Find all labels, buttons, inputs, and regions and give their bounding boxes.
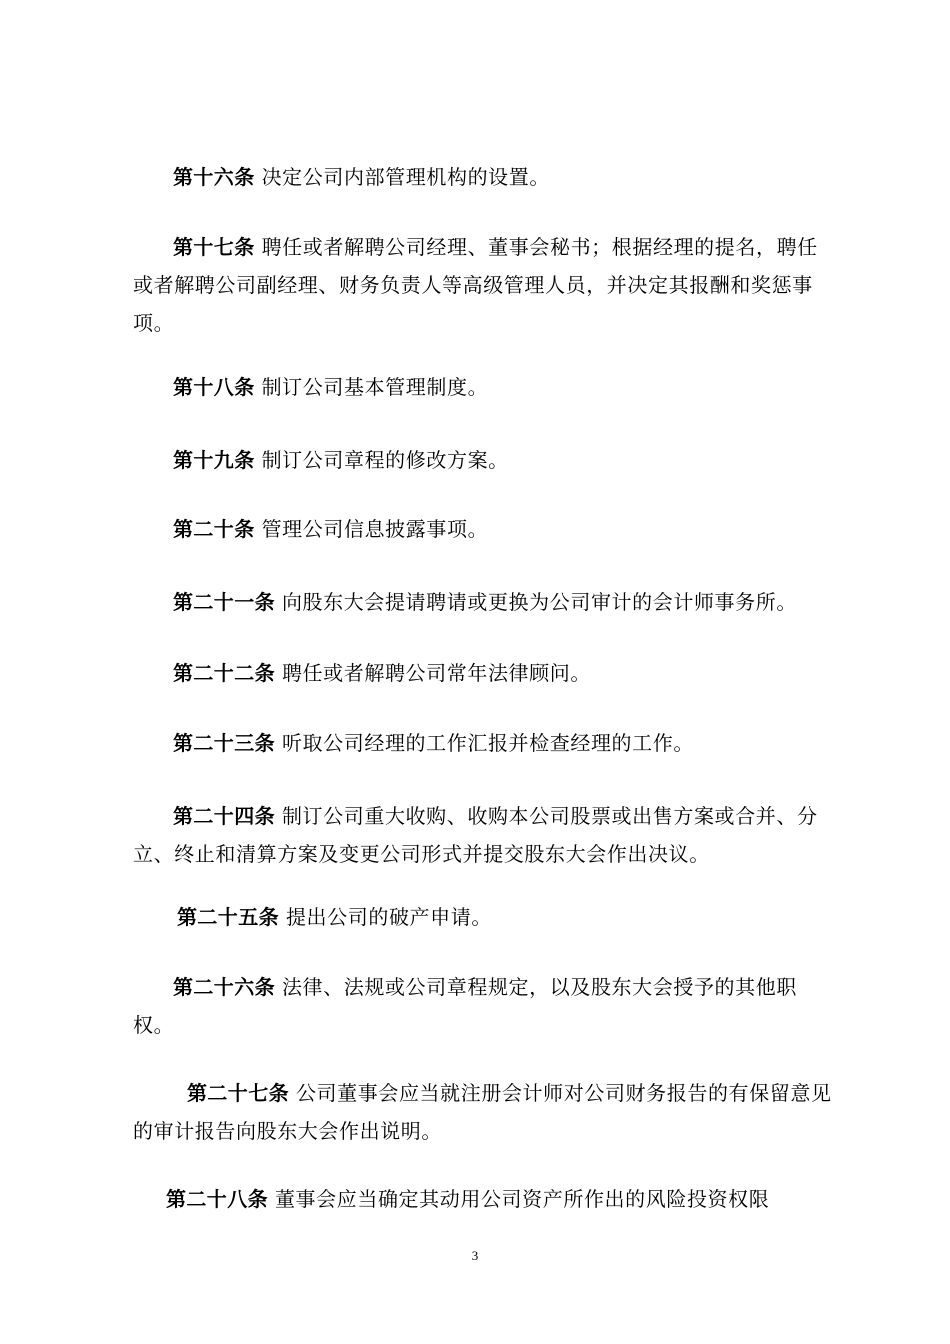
article-number: 第二十一条 xyxy=(173,590,275,614)
article-text: 聘任或者解聘公司经理、董事会秘书；根据经理的提名，聘任或者解聘公司副经理、财务负责人等高级管理人员，并决定其报酬和奖惩事项。 xyxy=(133,235,818,335)
page-number: 3 xyxy=(471,1248,479,1263)
article-text: 听取公司经理的工作汇报并检查经理的工作。 xyxy=(275,731,694,755)
article-text: 提出公司的破产申请。 xyxy=(279,905,492,929)
article-21 xyxy=(133,583,838,621)
article-26 xyxy=(133,968,838,1044)
article-number: 第二十六条 xyxy=(173,975,275,999)
article-number: 第二十五条 xyxy=(177,905,279,929)
article-number: 第二十条 xyxy=(173,517,255,541)
article-number: 第二十四条 xyxy=(173,804,275,828)
article-number: 第十六条 xyxy=(173,165,255,189)
article-19 xyxy=(133,441,838,479)
article-24 xyxy=(133,797,838,873)
article-text: 管理公司信息披露事项。 xyxy=(254,517,489,541)
article-25 xyxy=(133,898,838,936)
article-number: 第二十八条 xyxy=(166,1187,268,1211)
article-text: 法律、法规或公司章程规定，以及股东大会授予的其他职权。 xyxy=(133,975,797,1037)
article-text: 向股东大会提请聘请或更换为公司审计的会计师事务所。 xyxy=(275,590,797,614)
article-20 xyxy=(133,510,838,548)
article-number: 第十八条 xyxy=(173,375,255,399)
article-text: 聘任或者解聘公司常年法律顾问。 xyxy=(275,661,591,685)
article-number: 第二十二条 xyxy=(173,661,275,685)
article-number: 第十七条 xyxy=(173,235,255,259)
article-text: 公司董事会应当就注册会计师对公司财务报告的有保留意见的审计报告向股东大会作出说明。 xyxy=(133,1081,832,1143)
article-text: 董事会应当确定其动用公司资产所作出的风险投资权限 xyxy=(268,1187,770,1211)
article-number: 第二十七条 xyxy=(187,1081,289,1105)
article-number: 第十九条 xyxy=(173,448,255,472)
article-17 xyxy=(133,228,838,342)
article-text: 制订公司基本管理制度。 xyxy=(254,375,489,399)
article-text: 决定公司内部管理机构的设置。 xyxy=(254,165,550,189)
article-16 xyxy=(133,158,838,196)
article-28 xyxy=(133,1180,838,1218)
article-text: 制订公司章程的修改方案。 xyxy=(254,448,509,472)
article-number: 第二十三条 xyxy=(173,731,275,755)
article-18 xyxy=(133,368,838,406)
article-27 xyxy=(133,1074,838,1150)
article-text: 制订公司重大收购、收购本公司股票或出售方案或合并、分立、终止和清算方案及变更公司形式并提交股东大会作出决议。 xyxy=(133,804,818,866)
article-23 xyxy=(133,724,838,762)
article-22 xyxy=(133,654,838,692)
